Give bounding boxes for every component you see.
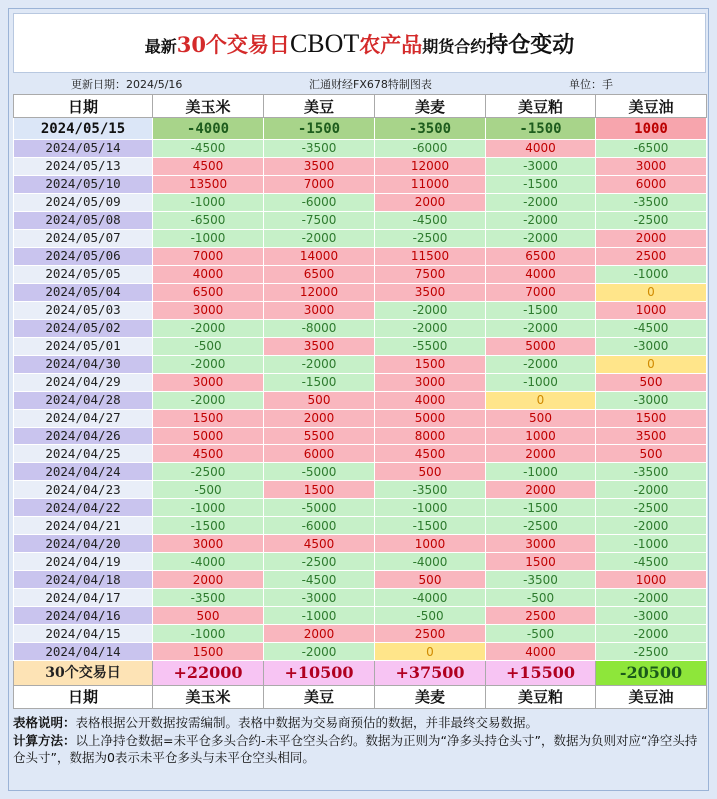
cell-corn: 3000 bbox=[153, 301, 264, 319]
cell-soymeal: -1000 bbox=[486, 463, 596, 481]
table-row bbox=[14, 265, 707, 283]
cell-soymeal: 4000 bbox=[486, 265, 596, 283]
row-date: 2024/05/14 bbox=[14, 140, 153, 158]
cell-soybean: 14000 bbox=[264, 247, 375, 265]
row-date: 2024/04/18 bbox=[14, 571, 153, 589]
cell-corn: -1000 bbox=[153, 625, 264, 643]
col-header-wheat: 美麦 bbox=[375, 95, 486, 118]
cell-wheat: -5500 bbox=[375, 337, 486, 355]
cell-soybean: 3000 bbox=[264, 301, 375, 319]
cell-soyoil: 1000 bbox=[596, 118, 707, 140]
cell-soyoil: 6000 bbox=[596, 175, 707, 193]
source-label: 汇通财经FX678特制图表 bbox=[309, 78, 432, 91]
col-header-soyoil: 美豆油 bbox=[596, 95, 707, 118]
cell-soybean: -2000 bbox=[264, 643, 375, 661]
cell-soymeal: -3000 bbox=[486, 157, 596, 175]
cell-soyoil: -3000 bbox=[596, 607, 707, 625]
table-row bbox=[14, 589, 707, 607]
table-row bbox=[14, 427, 707, 445]
cell-corn: 1500 bbox=[153, 409, 264, 427]
row-date: 2024/04/24 bbox=[14, 463, 153, 481]
cell-soybean: -6000 bbox=[264, 193, 375, 211]
row-date: 2024/04/25 bbox=[14, 445, 153, 463]
row-date: 2024/05/08 bbox=[14, 211, 153, 229]
cell-corn: -1000 bbox=[153, 193, 264, 211]
cell-soymeal: -500 bbox=[486, 589, 596, 607]
cell-soybean: -7500 bbox=[264, 211, 375, 229]
table-row bbox=[14, 337, 707, 355]
cell-wheat: -2000 bbox=[375, 319, 486, 337]
cell-corn: -1000 bbox=[153, 229, 264, 247]
row-date: 2024/04/20 bbox=[14, 535, 153, 553]
note-calc-label: 计算方法： bbox=[13, 733, 76, 748]
table-row bbox=[14, 157, 707, 175]
title-part-agri: 农产品 bbox=[359, 31, 423, 57]
cell-corn: 3000 bbox=[153, 373, 264, 391]
cell-soyoil: 500 bbox=[596, 445, 707, 463]
cell-corn: 3000 bbox=[153, 535, 264, 553]
cell-soybean: 2000 bbox=[264, 409, 375, 427]
cell-wheat: 12000 bbox=[375, 157, 486, 175]
cell-soybean: -2000 bbox=[264, 355, 375, 373]
row-date: 2024/05/06 bbox=[14, 247, 153, 265]
cell-soybean: 2000 bbox=[264, 625, 375, 643]
cell-soymeal: 4000 bbox=[486, 643, 596, 661]
cell-corn: 6500 bbox=[153, 283, 264, 301]
cell-wheat: 500 bbox=[375, 571, 486, 589]
cell-soyoil: -3500 bbox=[596, 463, 707, 481]
table-row bbox=[14, 373, 707, 391]
cell-soyoil: -4500 bbox=[596, 319, 707, 337]
cell-soymeal: 6500 bbox=[486, 247, 596, 265]
cell-wheat: -2000 bbox=[375, 301, 486, 319]
cell-soybean: -5000 bbox=[264, 463, 375, 481]
cell-soyoil: -2000 bbox=[596, 589, 707, 607]
table-row bbox=[14, 535, 707, 553]
cell-soyoil: -2000 bbox=[596, 517, 707, 535]
cell-soymeal: -2000 bbox=[486, 193, 596, 211]
cell-corn: -1500 bbox=[153, 517, 264, 535]
table-row bbox=[14, 463, 707, 481]
cell-soybean: 500 bbox=[264, 391, 375, 409]
table-row bbox=[14, 607, 707, 625]
cell-soymeal: 4000 bbox=[486, 140, 596, 158]
footer-header-row bbox=[14, 686, 707, 709]
cell-soybean: 12000 bbox=[264, 283, 375, 301]
cell-corn: -500 bbox=[153, 481, 264, 499]
cell-corn: -500 bbox=[153, 337, 264, 355]
row-date: 2024/04/27 bbox=[14, 409, 153, 427]
col-header-soybean: 美豆 bbox=[264, 95, 375, 118]
cell-wheat: -4000 bbox=[375, 589, 486, 607]
cell-wheat: -6000 bbox=[375, 140, 486, 158]
cell-soymeal: 5000 bbox=[486, 337, 596, 355]
summary-soyoil: -20500 bbox=[596, 661, 707, 686]
header-row bbox=[14, 95, 707, 118]
cell-soyoil: -3000 bbox=[596, 337, 707, 355]
cell-soymeal: -1500 bbox=[486, 499, 596, 517]
cell-corn: 4500 bbox=[153, 445, 264, 463]
row-date: 2024/04/14 bbox=[14, 643, 153, 661]
cell-soymeal: -1500 bbox=[486, 118, 596, 140]
cell-soyoil: -3000 bbox=[596, 391, 707, 409]
row-date: 2024/05/10 bbox=[14, 175, 153, 193]
cell-corn: -4000 bbox=[153, 118, 264, 140]
cell-wheat: -3500 bbox=[375, 118, 486, 140]
cell-soyoil: 0 bbox=[596, 355, 707, 373]
cell-wheat: -1500 bbox=[375, 517, 486, 535]
cell-corn: -1000 bbox=[153, 499, 264, 517]
cell-soybean: -1500 bbox=[264, 373, 375, 391]
summary-wheat: +37500 bbox=[375, 661, 486, 686]
cell-soymeal: -2000 bbox=[486, 211, 596, 229]
title-part-days: 30个交易日 bbox=[176, 31, 290, 57]
row-date: 2024/05/05 bbox=[14, 265, 153, 283]
row-date: 2024/04/29 bbox=[14, 373, 153, 391]
cell-corn: -2000 bbox=[153, 391, 264, 409]
cell-soymeal: 1000 bbox=[486, 427, 596, 445]
note-desc-label: 表格说明： bbox=[13, 715, 76, 730]
cell-wheat: -3500 bbox=[375, 481, 486, 499]
cell-soyoil: -6500 bbox=[596, 140, 707, 158]
table-row bbox=[14, 553, 707, 571]
cell-wheat: -4500 bbox=[375, 211, 486, 229]
cell-wheat: 7500 bbox=[375, 265, 486, 283]
summary-soymeal: +15500 bbox=[486, 661, 596, 686]
note-description bbox=[13, 714, 706, 731]
cell-soyoil: -2500 bbox=[596, 499, 707, 517]
cell-soybean: 5500 bbox=[264, 427, 375, 445]
cell-soymeal: -2500 bbox=[486, 517, 596, 535]
row-date: 2024/04/26 bbox=[14, 427, 153, 445]
cell-soymeal: -2000 bbox=[486, 355, 596, 373]
cell-wheat: 0 bbox=[375, 643, 486, 661]
cell-soybean: -2500 bbox=[264, 553, 375, 571]
cell-corn: -2500 bbox=[153, 463, 264, 481]
cell-wheat: 3000 bbox=[375, 373, 486, 391]
title-part-latest: 最新 bbox=[144, 36, 177, 56]
cell-soyoil: 2500 bbox=[596, 247, 707, 265]
note-desc-text: 表格根据公开数据按需编制。表格中数据为交易商预估的数据，并非最终交易数据。 bbox=[75, 715, 539, 730]
cell-soyoil: 3500 bbox=[596, 427, 707, 445]
col-header-soymeal: 美豆粕 bbox=[486, 95, 596, 118]
table-row bbox=[14, 211, 707, 229]
cell-wheat: 8000 bbox=[375, 427, 486, 445]
cell-corn: -3500 bbox=[153, 589, 264, 607]
row-date: 2024/04/16 bbox=[14, 607, 153, 625]
cell-soybean: -4500 bbox=[264, 571, 375, 589]
title-part-position: 持仓变动 bbox=[486, 31, 575, 58]
position-table bbox=[13, 94, 707, 709]
row-date: 2024/05/02 bbox=[14, 319, 153, 337]
footer-header-soybean: 美豆 bbox=[264, 686, 375, 709]
summary-row bbox=[14, 661, 707, 686]
cell-soybean: 1500 bbox=[264, 481, 375, 499]
title-part-cbot: CBOT bbox=[289, 28, 360, 58]
cell-soybean: 4500 bbox=[264, 535, 375, 553]
cell-soymeal: -1000 bbox=[486, 373, 596, 391]
table-row bbox=[14, 355, 707, 373]
cell-soyoil: 1500 bbox=[596, 409, 707, 427]
row-date: 2024/05/13 bbox=[14, 157, 153, 175]
cell-soyoil: 500 bbox=[596, 373, 707, 391]
table-row bbox=[14, 409, 707, 427]
cell-soybean: 3500 bbox=[264, 337, 375, 355]
cell-wheat: 11000 bbox=[375, 175, 486, 193]
cell-wheat: -1000 bbox=[375, 499, 486, 517]
cell-soymeal: 1500 bbox=[486, 553, 596, 571]
cell-soyoil: 1000 bbox=[596, 571, 707, 589]
cell-soybean: -8000 bbox=[264, 319, 375, 337]
cell-soymeal: 2000 bbox=[486, 445, 596, 463]
table-row bbox=[14, 118, 707, 140]
cell-wheat: 4000 bbox=[375, 391, 486, 409]
cell-wheat: 1500 bbox=[375, 355, 486, 373]
cell-soybean: 7000 bbox=[264, 175, 375, 193]
summary-corn: +22000 bbox=[153, 661, 264, 686]
title-box bbox=[13, 13, 706, 73]
table-body bbox=[14, 118, 707, 661]
cell-soybean: -1000 bbox=[264, 607, 375, 625]
cell-soyoil: -1000 bbox=[596, 535, 707, 553]
cell-wheat: -2500 bbox=[375, 229, 486, 247]
cell-soyoil: -2000 bbox=[596, 481, 707, 499]
cell-soybean: -2000 bbox=[264, 229, 375, 247]
cell-corn: -4500 bbox=[153, 140, 264, 158]
summary-soybean: +10500 bbox=[264, 661, 375, 686]
cell-soymeal: 0 bbox=[486, 391, 596, 409]
cell-corn: -2000 bbox=[153, 319, 264, 337]
table-row bbox=[14, 301, 707, 319]
row-date: 2024/05/04 bbox=[14, 283, 153, 301]
cell-wheat: 2500 bbox=[375, 625, 486, 643]
cell-wheat: 11500 bbox=[375, 247, 486, 265]
note-calculation bbox=[13, 732, 706, 766]
cell-wheat: 4500 bbox=[375, 445, 486, 463]
table-row bbox=[14, 140, 707, 158]
cell-soymeal: -500 bbox=[486, 625, 596, 643]
cell-soymeal: -3500 bbox=[486, 571, 596, 589]
footer-header-date: 日期 bbox=[14, 686, 153, 709]
row-date: 2024/04/15 bbox=[14, 625, 153, 643]
cell-soybean: -5000 bbox=[264, 499, 375, 517]
cell-soybean: 6500 bbox=[264, 265, 375, 283]
table-row bbox=[14, 391, 707, 409]
cell-wheat: -4000 bbox=[375, 553, 486, 571]
row-date: 2024/05/03 bbox=[14, 301, 153, 319]
cell-soymeal: 2000 bbox=[486, 481, 596, 499]
cell-soymeal: 3000 bbox=[486, 535, 596, 553]
page-title bbox=[145, 28, 575, 59]
cell-wheat: 500 bbox=[375, 463, 486, 481]
cell-corn: 13500 bbox=[153, 175, 264, 193]
cell-corn: -2000 bbox=[153, 355, 264, 373]
footer-header-corn: 美玉米 bbox=[153, 686, 264, 709]
summary-label: 30个交易日 bbox=[14, 661, 153, 686]
table-row bbox=[14, 445, 707, 463]
col-header-date: 日期 bbox=[14, 95, 153, 118]
cell-soyoil: -2500 bbox=[596, 643, 707, 661]
footer-header-wheat: 美麦 bbox=[375, 686, 486, 709]
row-date: 2024/04/22 bbox=[14, 499, 153, 517]
cell-soyoil: -3500 bbox=[596, 193, 707, 211]
table-row bbox=[14, 499, 707, 517]
update-date: 更新日期：2024/5/16 bbox=[71, 78, 183, 91]
cell-soyoil: -4500 bbox=[596, 553, 707, 571]
meta-bar bbox=[13, 73, 706, 93]
cell-soyoil: -2500 bbox=[596, 211, 707, 229]
table-row bbox=[14, 481, 707, 499]
table-row bbox=[14, 319, 707, 337]
row-date: 2024/05/07 bbox=[14, 229, 153, 247]
cell-soymeal: 7000 bbox=[486, 283, 596, 301]
cell-soybean: -1500 bbox=[264, 118, 375, 140]
cell-soymeal: -1500 bbox=[486, 175, 596, 193]
row-date: 2024/05/01 bbox=[14, 337, 153, 355]
cell-corn: 4500 bbox=[153, 157, 264, 175]
footer-header-soymeal: 美豆粕 bbox=[486, 686, 596, 709]
note-calc-text: 以上净持仓数据=未平仓多头合约-未平仓空头合约。数据为正则为“净多头持仓头寸”，数据为负则对应“净空头持仓头寸”，数据为0表示未平仓多头与未平仓空头相同。 bbox=[13, 733, 698, 765]
cell-soybean: 3500 bbox=[264, 157, 375, 175]
title-part-futures: 期货合约 bbox=[422, 36, 487, 56]
cell-corn: 4000 bbox=[153, 265, 264, 283]
table-row bbox=[14, 247, 707, 265]
cell-soymeal: -2000 bbox=[486, 229, 596, 247]
notes bbox=[13, 714, 706, 767]
cell-soymeal: 500 bbox=[486, 409, 596, 427]
report-frame bbox=[8, 8, 709, 791]
cell-corn: 2000 bbox=[153, 571, 264, 589]
cell-soybean: -3000 bbox=[264, 589, 375, 607]
unit-label: 单位：手 bbox=[569, 78, 613, 91]
cell-soymeal: -1500 bbox=[486, 301, 596, 319]
cell-soyoil: 1000 bbox=[596, 301, 707, 319]
row-date: 2024/04/17 bbox=[14, 589, 153, 607]
cell-soyoil: -2000 bbox=[596, 625, 707, 643]
cell-corn: 5000 bbox=[153, 427, 264, 445]
table-row bbox=[14, 175, 707, 193]
cell-corn: 7000 bbox=[153, 247, 264, 265]
table-row bbox=[14, 571, 707, 589]
row-date: 2024/04/19 bbox=[14, 553, 153, 571]
cell-corn: 500 bbox=[153, 607, 264, 625]
row-date: 2024/05/15 bbox=[14, 118, 153, 140]
row-date: 2024/04/21 bbox=[14, 517, 153, 535]
cell-soyoil: 3000 bbox=[596, 157, 707, 175]
cell-soymeal: -2000 bbox=[486, 319, 596, 337]
footer-header-soyoil: 美豆油 bbox=[596, 686, 707, 709]
cell-soyoil: 0 bbox=[596, 283, 707, 301]
cell-corn: 1500 bbox=[153, 643, 264, 661]
cell-soybean: 6000 bbox=[264, 445, 375, 463]
table-row bbox=[14, 517, 707, 535]
cell-corn: -6500 bbox=[153, 211, 264, 229]
cell-wheat: 3500 bbox=[375, 283, 486, 301]
row-date: 2024/04/28 bbox=[14, 391, 153, 409]
cell-wheat: 1000 bbox=[375, 535, 486, 553]
cell-soyoil: 2000 bbox=[596, 229, 707, 247]
table-row bbox=[14, 643, 707, 661]
col-header-corn: 美玉米 bbox=[153, 95, 264, 118]
cell-corn: -4000 bbox=[153, 553, 264, 571]
cell-soybean: -6000 bbox=[264, 517, 375, 535]
row-date: 2024/04/30 bbox=[14, 355, 153, 373]
cell-soymeal: 2500 bbox=[486, 607, 596, 625]
table-row bbox=[14, 625, 707, 643]
cell-wheat: -500 bbox=[375, 607, 486, 625]
cell-soyoil: -1000 bbox=[596, 265, 707, 283]
cell-soybean: -3500 bbox=[264, 140, 375, 158]
cell-wheat: 5000 bbox=[375, 409, 486, 427]
table-row bbox=[14, 283, 707, 301]
cell-wheat: 2000 bbox=[375, 193, 486, 211]
row-date: 2024/04/23 bbox=[14, 481, 153, 499]
row-date: 2024/05/09 bbox=[14, 193, 153, 211]
table-row bbox=[14, 193, 707, 211]
table-row bbox=[14, 229, 707, 247]
